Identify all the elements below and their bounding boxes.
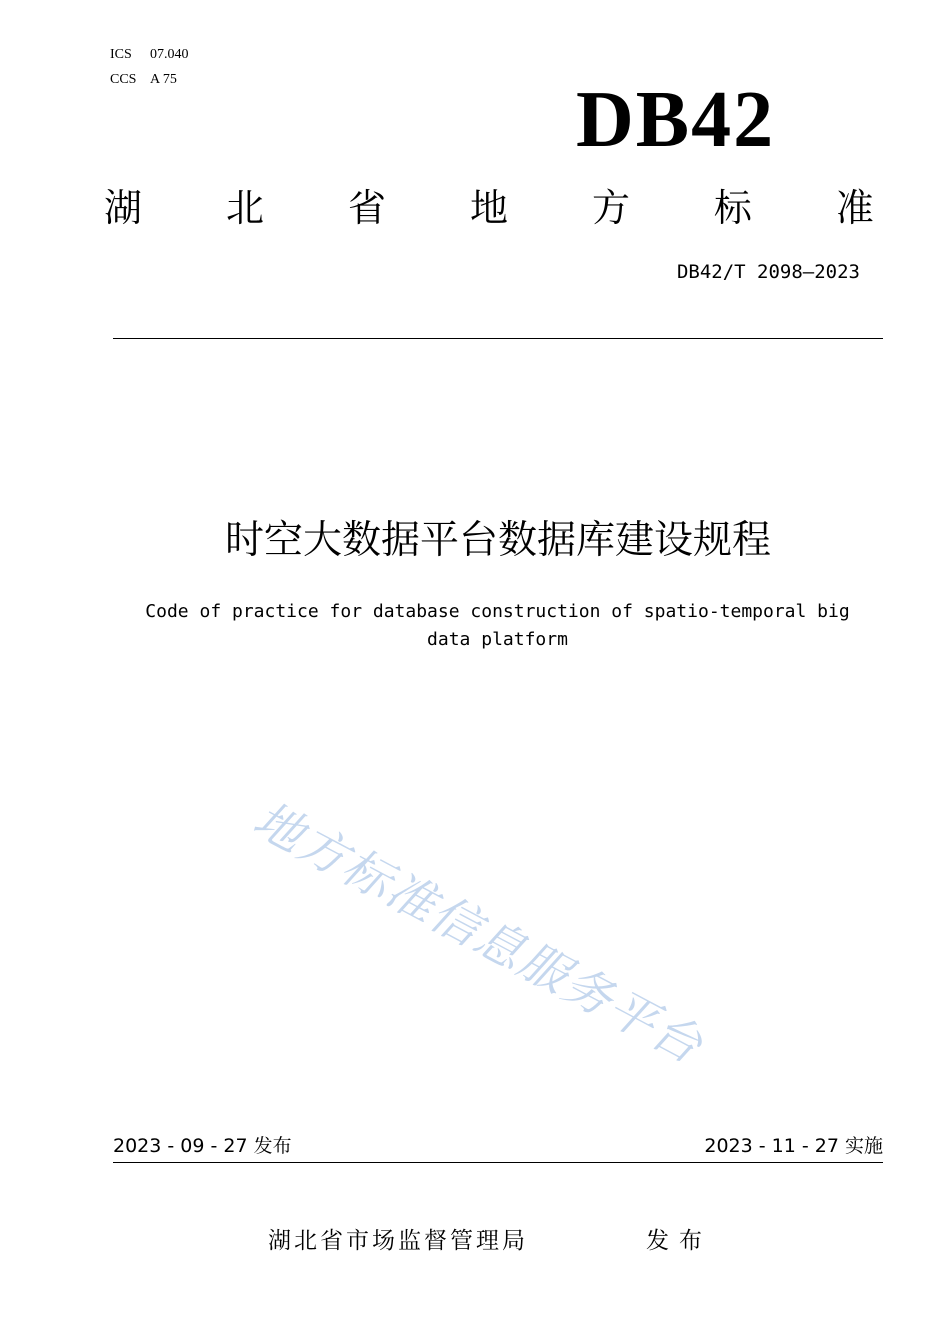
top-divider — [113, 338, 883, 339]
watermark — [240, 790, 800, 1090]
standard-type-char: 北 — [225, 186, 264, 230]
watermark-text: 地方标准信息服务平台 — [244, 791, 713, 1076]
standard-type-char: 省 — [347, 186, 386, 230]
ccs-line — [110, 72, 177, 88]
standard-number: DB42/T 2098—2023 — [676, 261, 860, 283]
standard-type-char: 标 — [713, 186, 752, 230]
ics-line — [110, 47, 189, 63]
bottom-divider — [113, 1162, 883, 1163]
publish-date: 2023 - 09 - 27 发布 — [113, 1135, 292, 1157]
issue-verb: 发布 — [646, 1228, 712, 1254]
standard-type-char: 准 — [835, 186, 874, 230]
title-chinese: 时空大数据平台数据库建设规程 — [224, 518, 771, 563]
standard-type-char: 方 — [591, 186, 630, 230]
implement-date: 2023 - 11 - 27 实施 — [704, 1135, 883, 1157]
ics-code: 07.040 — [150, 47, 189, 62]
standard-type-char: 地 — [469, 186, 508, 230]
ccs-code: A 75 — [150, 72, 177, 87]
issuer-name: 湖北省市场监督管理局 — [268, 1228, 528, 1254]
standard-type-char: 湖 — [104, 186, 143, 230]
db-code: DB42 — [576, 76, 776, 164]
standard-type — [104, 184, 874, 232]
ics-label: ICS — [110, 47, 132, 62]
title-english: Code of practice for database construction of spatio-temporal big data platform — [145, 601, 850, 650]
ccs-label: CCS — [110, 72, 137, 87]
